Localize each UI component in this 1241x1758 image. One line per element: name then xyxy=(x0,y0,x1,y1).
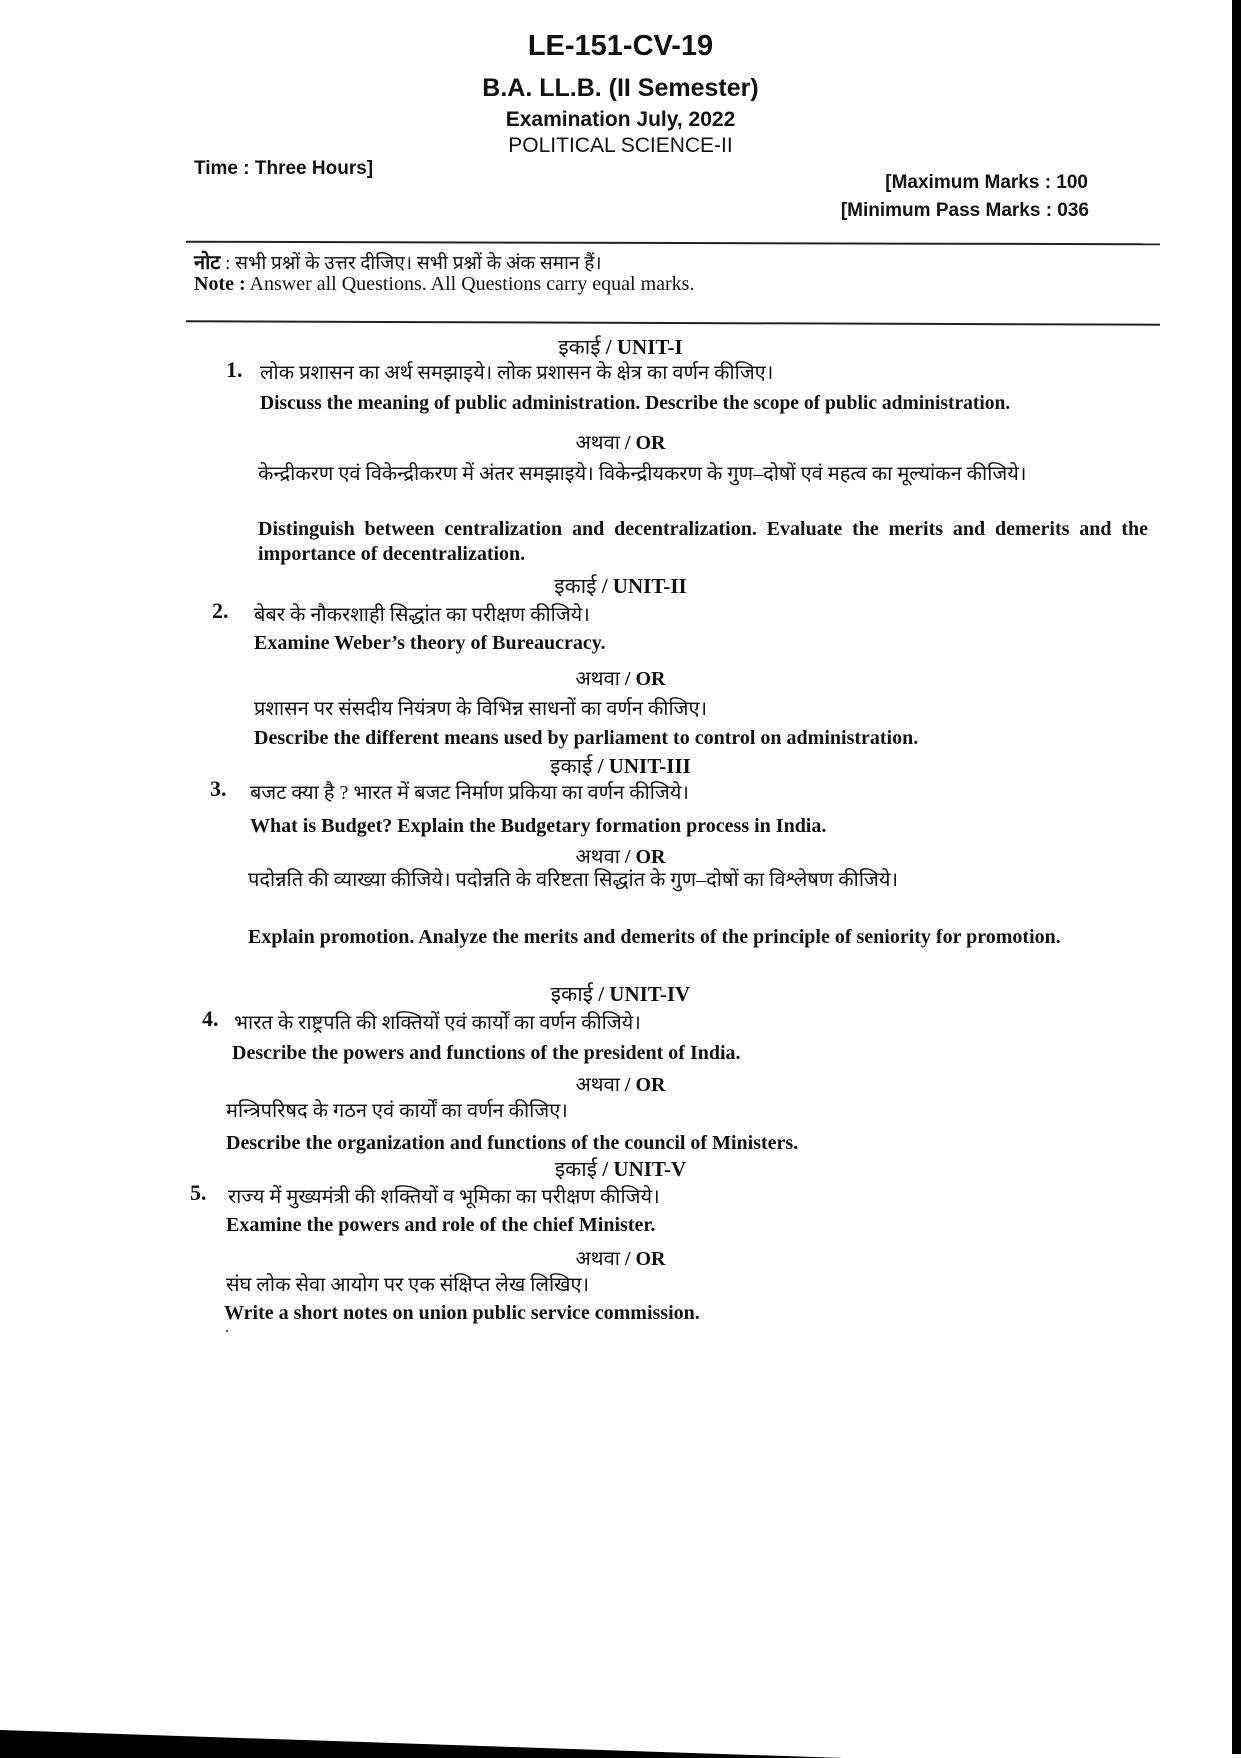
note-hindi-text: : सभी प्रश्नों के उत्तर दीजिए। सभी प्रश्नों के अंक समान हैं। xyxy=(220,253,602,274)
question-number-4: 4. xyxy=(202,1006,219,1031)
or-divider-1: अथवा / OR xyxy=(575,432,666,454)
scan-speck xyxy=(226,1330,228,1332)
note-english-label: Note : xyxy=(194,273,246,295)
question-5-hindi: राज्य में मुख्यमंत्री की शक्तियों व भूमिका का परीक्षण कीजिये। xyxy=(228,1186,660,1208)
course-title: B.A. LL.B. (II Semester) xyxy=(482,74,759,102)
or-divider-4: अथवा / OR xyxy=(575,1074,666,1096)
minimum-pass-marks: [Minimum Pass Marks : 036 xyxy=(840,200,1089,221)
divider-bottom xyxy=(186,320,1160,325)
question-3-alt-english: Explain promotion. Analyze the merits and demerits of the principle of seniority for promotion. xyxy=(248,926,1061,948)
unit-heading-1: इकाई / UNIT-I xyxy=(558,335,683,359)
question-4-alt-english: Describe the organization and functions of the council of Ministers. xyxy=(226,1132,799,1154)
subject-title: POLITICAL SCIENCE-II xyxy=(508,134,733,157)
question-3-alt-hindi: पदोन्नति की व्याख्या कीजिये। पदोन्नति के वरिष्टता सिद्धांत के गुण–दोषों का विश्लेषण कीजिये। xyxy=(248,869,899,891)
question-1-english: Discuss the meaning of public administration. Describe the scope of public administration. xyxy=(260,393,1011,414)
question-1-hindi: लोक प्रशासन का अर्थ समझाइये। लोक प्रशासन के क्षेत्र का वर्णन कीजिए। xyxy=(260,362,774,384)
time-allowed: Time : Three Hours] xyxy=(194,158,374,179)
question-4-english: Describe the powers and functions of the president of India. xyxy=(232,1042,741,1064)
question-5-alt-english: Write a short notes on union public service commission. xyxy=(224,1302,700,1324)
question-number-1: 1. xyxy=(226,357,243,382)
maximum-marks: [Maximum Marks : 100 xyxy=(885,172,1088,193)
note-hindi-label: नोट xyxy=(194,252,221,274)
question-5-alt-hindi: संघ लोक सेवा आयोग पर एक संक्षिप्त लेख लिखिए। xyxy=(226,1274,590,1296)
note-english-text: Answer all Questions. All Questions carry equal marks. xyxy=(245,273,695,295)
question-2-alt-english: Describe the different means used by parliament to control on administration. xyxy=(254,727,919,749)
note-hindi xyxy=(194,248,602,275)
question-2-alt-hindi: प्रशासन पर संसदीय नियंत्रण के विभिन्न साधनों का वर्णन कीजिए। xyxy=(254,698,708,720)
paper-code: LE-151-CV-19 xyxy=(527,30,714,62)
question-number-2: 2. xyxy=(212,598,229,623)
or-divider-2: अथवा / OR xyxy=(575,668,666,690)
unit-heading-2: इकाई / UNIT-II xyxy=(554,574,687,598)
question-4-alt-hindi: मन्त्रिपरिषद के गठन एवं कार्यों का वर्णन कीजिए। xyxy=(226,1100,568,1122)
question-3-hindi: बजट क्या है ? भारत में बजट निर्माण प्रकिया का वर्णन कीजिये। xyxy=(250,782,689,804)
question-1-alt-hindi: केन्द्रीकरण एवं विकेन्द्रीकरण में अंतर समझाइये। विकेन्द्रीयकरण के गुण–दोषों एवं महत्व का मूल्यांकन कीजिये। xyxy=(258,463,1027,485)
unit-heading-5: इकाई / UNIT-V xyxy=(554,1157,687,1181)
question-4-hindi: भारत के राष्ट्रपति की शक्तियों एवं कार्यों का वर्णन कीजिये। xyxy=(234,1012,641,1034)
question-2-english: Examine Weber’s theory of Bureaucracy. xyxy=(254,632,606,654)
unit-heading-4: इकाई / UNIT-IV xyxy=(550,982,691,1006)
question-2-hindi: बेबर के नौकरशाही सिद्धांत का परीक्षण कीजिये। xyxy=(254,604,590,626)
scan-border-right xyxy=(1232,0,1241,1754)
examination-session: Examination July, 2022 xyxy=(505,108,736,131)
question-5-english: Examine the powers and role of the chief Minister. xyxy=(226,1214,656,1236)
question-3-english: What is Budget? Explain the Budgetary formation process in India. xyxy=(250,815,827,837)
divider-top xyxy=(186,241,1160,246)
question-number-3: 3. xyxy=(210,776,227,801)
question-1-alt-english: Distinguish between centralization and decentralization. Evaluate the merits and demerits and the importance of decentralization. xyxy=(258,518,1148,565)
or-divider-3: अथवा / OR xyxy=(575,846,666,868)
or-divider-5: अथवा / OR xyxy=(575,1248,666,1270)
scan-border-bottom xyxy=(0,1718,1241,1758)
note-english xyxy=(194,273,694,296)
unit-heading-3: इकाई / UNIT-III xyxy=(550,754,691,778)
question-number-5: 5. xyxy=(190,1180,207,1205)
